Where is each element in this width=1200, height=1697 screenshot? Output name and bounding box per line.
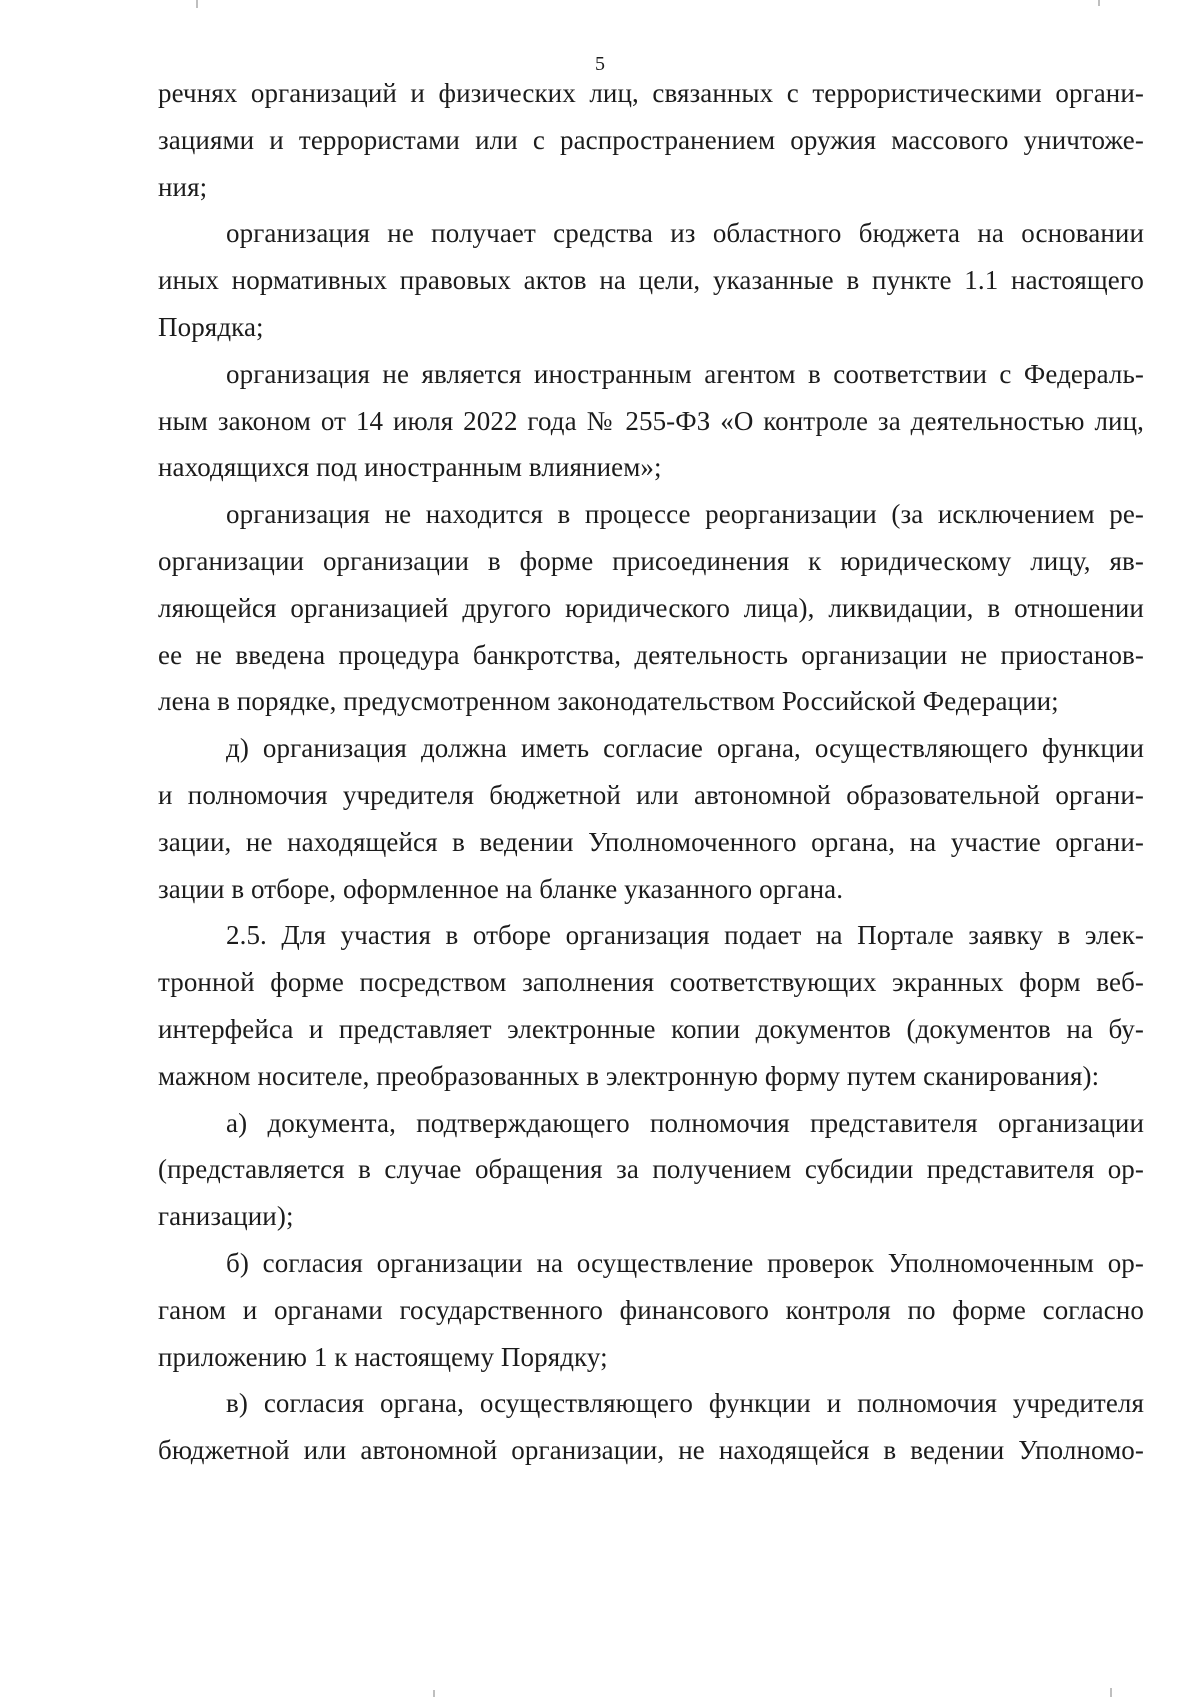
text-line: ганизации); [158, 1201, 294, 1232]
text-line: зации в отборе, оформленное на бланке указанного органа. [158, 873, 844, 904]
text-line: речнях организаций и физических лиц, связанных с террористическими органи- [158, 78, 1144, 108]
text-line: мажном носителе, преобразованных в электронную форму путем сканирования): [158, 1060, 1100, 1091]
text-line: организация не получает средства из областного бюджета на основании [226, 218, 1144, 249]
scan-edge-mark [433, 1690, 435, 1697]
text-line: ганом и органами государственного финансового контроля по форме согласно [158, 1294, 1144, 1325]
text-line: зациями и террористами или с распространением оружия массового уничтоже- [158, 124, 1144, 155]
text-line: ния; [158, 171, 208, 202]
text-line: ляющейся организацией другого юридического лица), ликвидации, в отношении [158, 592, 1144, 623]
text-line: тронной форме посредством заполнения соответствующих экранных форм веб- [158, 967, 1144, 998]
text-line: Порядка; [158, 311, 264, 342]
text-line: находящихся под иностранным влиянием»; [158, 452, 662, 483]
text-line: 2.5. Для участия в отборе организация подает на Портале заявку в элек- [226, 920, 1144, 951]
text-line: организации организации в форме присоединения к юридическому лицу, яв- [158, 545, 1144, 576]
text-line: зации, не находящейся в ведении Уполномоченного органа, на участие органи- [158, 826, 1144, 857]
document-body [158, 70, 1144, 1474]
page-number: 5 [595, 53, 605, 75]
text-line: и полномочия учредителя бюджетной или автономной образовательной органи- [158, 779, 1144, 810]
text-line: ее не введена процедура банкротства, деятельность организации не приостанов- [158, 639, 1144, 670]
text-line: интерфейса и представляет электронные копии документов (документов на бу- [158, 1013, 1144, 1044]
text-line: бюджетной или автономной организации, не находящейся в ведении Уполномо- [158, 1435, 1144, 1466]
scan-edge-mark [196, 0, 198, 8]
text-line: а) документа, подтверждающего полномочия представителя организации [226, 1107, 1144, 1138]
text-line: в) согласия органа, осуществляющего функции и полномочия учредителя [226, 1388, 1144, 1419]
scan-edge-mark [1110, 1688, 1112, 1697]
text-line: (представляется в случае обращения за получением субсидии представителя ор- [158, 1154, 1144, 1185]
text-line: д) организация должна иметь согласие органа, осуществляющего функции [226, 733, 1144, 764]
text-line: б) согласия организации на осуществление проверок Уполномоченным ор- [226, 1247, 1144, 1278]
text-line: ным законом от 14 июля 2022 года № 255-ФЗ «О контроле за деятельностью лиц, [158, 405, 1144, 436]
scan-edge-mark [1098, 0, 1100, 6]
text-line: организация не находится в процессе реорганизации (за исключением ре- [226, 499, 1144, 530]
text-line: лена в порядке, предусмотренном законодательством Российской Федерации; [158, 686, 1059, 717]
text-line: организация не является иностранным агентом в соответствии с Федераль- [226, 358, 1144, 389]
text-line: иных нормативных правовых актов на цели, указанные в пункте 1.1 настоящего [158, 265, 1144, 296]
text-line: приложению 1 к настоящему Порядку; [158, 1341, 608, 1372]
